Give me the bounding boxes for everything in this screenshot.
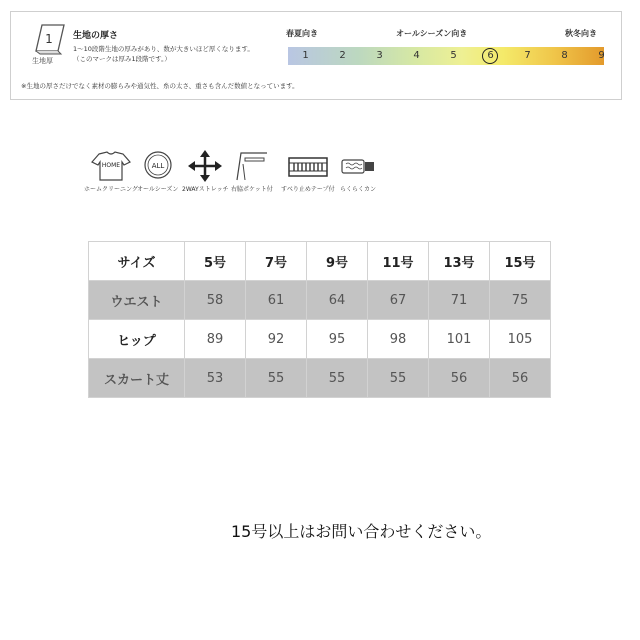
thickness-description-sub: （このマークは厚み1段階です。） xyxy=(73,55,171,63)
table-cell: 98 xyxy=(368,320,429,359)
table-cell: 53 xyxy=(185,359,246,398)
table-row-waist xyxy=(89,281,551,320)
table-cell: 95 xyxy=(307,320,368,359)
scale-value: 9 xyxy=(598,50,605,61)
size-header-cell: 7号 xyxy=(246,242,307,281)
feature-label: オールシーズン xyxy=(137,186,179,193)
table-cell: 55 xyxy=(368,359,429,398)
row-label: ヒップ xyxy=(89,320,185,359)
size-header-label: サイズ xyxy=(89,242,185,281)
table-row-hip xyxy=(89,320,551,359)
fabric-thickness-icon xyxy=(34,21,68,55)
size-header-cell: 15号 xyxy=(490,242,551,281)
feature-label: らくらくカン xyxy=(339,186,376,193)
scale-value-selected: 6 xyxy=(473,47,508,65)
easy-hook-icon xyxy=(338,150,378,182)
feature-label: 右脇ポケット付 xyxy=(231,186,273,193)
home-badge-text: HOME xyxy=(101,162,121,169)
table-cell: 89 xyxy=(185,320,246,359)
all-badge-text: ALL xyxy=(151,162,165,170)
table-cell: 101 xyxy=(429,320,490,359)
table-row-skirt-length xyxy=(89,359,551,398)
scale-label-spring-summer: 春夏向き xyxy=(286,29,318,38)
thickness-title: 生地の厚さ xyxy=(73,31,119,41)
feature-label: ホームクリーニング xyxy=(84,186,138,193)
feature-side-pocket xyxy=(231,150,273,193)
two-way-stretch-icon xyxy=(185,150,225,182)
size-header-cell: 13号 xyxy=(429,242,490,281)
thickness-note: ※生地の厚さだけでなく素材の膨らみや通気性、糸の太さ、重さも含んだ数値となっています。 xyxy=(21,82,299,90)
feature-label: すべり止めテープ付 xyxy=(281,186,335,193)
table-cell: 55 xyxy=(246,359,307,398)
inquiry-note: 15号以上はお問い合わせください。 xyxy=(231,522,492,541)
size-header-cell: 11号 xyxy=(368,242,429,281)
table-cell: 55 xyxy=(307,359,368,398)
table-cell: 64 xyxy=(307,281,368,320)
feature-home-cleaning xyxy=(84,150,138,193)
scale-value: 7 xyxy=(524,50,531,61)
scale-value: 5 xyxy=(450,50,457,61)
thickness-description: 1〜10段階生地の厚みがあり、数が大きいほど厚くなります。 xyxy=(73,45,254,53)
home-cleaning-icon xyxy=(89,150,133,182)
table-cell: 56 xyxy=(490,359,551,398)
table-cell: 92 xyxy=(246,320,307,359)
fabric-thickness-panel xyxy=(10,11,622,100)
all-season-icon xyxy=(141,150,175,182)
side-pocket-icon xyxy=(233,150,271,182)
scale-value: 3 xyxy=(376,50,383,61)
scale-value: 1 xyxy=(302,50,309,61)
scale-value: 2 xyxy=(339,50,346,61)
table-cell: 105 xyxy=(490,320,551,359)
table-cell: 71 xyxy=(429,281,490,320)
table-cell: 67 xyxy=(368,281,429,320)
scale-label-all-season: オールシーズン向き xyxy=(396,29,468,38)
row-label: スカート丈 xyxy=(89,359,185,398)
feature-slip-tape xyxy=(281,150,335,193)
scale-value: 8 xyxy=(561,50,568,61)
size-table-header-row xyxy=(89,242,551,281)
size-header-cell: 9号 xyxy=(307,242,368,281)
thickness-icon-label: 生地厚 xyxy=(32,57,53,65)
feature-all-season xyxy=(137,150,178,193)
feature-label: 2WAYストレッチ xyxy=(182,186,229,193)
scale-label-autumn-winter: 秋冬向き xyxy=(565,29,597,38)
table-cell: 56 xyxy=(429,359,490,398)
slip-tape-icon xyxy=(287,150,329,182)
feature-2way-stretch xyxy=(182,150,229,193)
table-cell: 61 xyxy=(246,281,307,320)
scale-value: 4 xyxy=(413,50,420,61)
size-header-cell: 5号 xyxy=(185,242,246,281)
row-label: ウエスト xyxy=(89,281,185,320)
size-table xyxy=(88,241,551,398)
table-cell: 75 xyxy=(490,281,551,320)
table-cell: 58 xyxy=(185,281,246,320)
thickness-scale-bar xyxy=(288,47,604,65)
thickness-icon-number: 1 xyxy=(45,32,53,46)
feature-easy-hook xyxy=(338,150,378,193)
